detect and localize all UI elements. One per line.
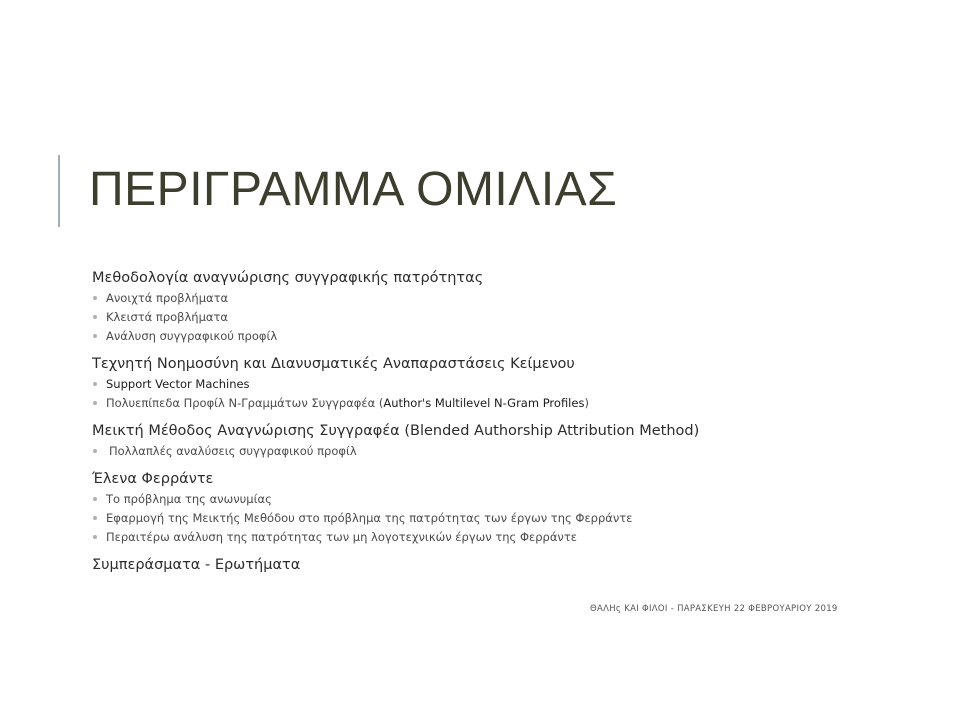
bullet-item: Ανοιχτά προβλήματα	[92, 289, 912, 308]
bullet-item: Ανάλυση συγγραφικού προφίλ	[92, 327, 912, 346]
outline-section	[92, 268, 912, 346]
bullet-item	[92, 394, 912, 413]
bullet-list	[92, 442, 912, 461]
outline-section	[92, 421, 912, 461]
slide-footer: ΘΑΛΗς ΚΑΙ ΦΙΛΟΙ - ΠΑΡΑΣΚΕΥΗ 22 ΦΕΒΡΟΥΑΡΙΟΥ 2019	[590, 604, 838, 614]
section-heading: Έλενα Φερράντε	[92, 471, 214, 487]
bullet-item: Εφαρμογή της Μεικτής Μεθόδου στο πρόβλημα της πατρότητας των έργων της Φερράντε	[92, 509, 912, 528]
bullet-item: Το πρόβλημα της ανωνυμίας	[92, 490, 912, 509]
bullet-text: )	[584, 396, 589, 410]
slide-title: ΠΕΡΙΓΡΑΜΜΑ ΟΜΙΛΙΑΣ	[89, 163, 618, 216]
bullet-list	[92, 375, 912, 413]
bullet-item	[92, 375, 912, 394]
bullet-emphasis: Support Vector Machines	[106, 377, 250, 391]
outline-section	[92, 555, 912, 576]
bullet-list	[92, 289, 912, 346]
section-heading: Τεχνητή Νοημοσύνη και Διανυσματικές Αναπαραστάσεις Κείμενου	[92, 356, 575, 372]
bullet-emphasis: Author's Multilevel N-Gram Profiles	[383, 396, 585, 410]
outline	[92, 268, 912, 584]
bullet-item: Πολλαπλές αναλύσεις συγγραφικού προφίλ	[92, 442, 912, 461]
section-heading: Συμπεράσματα - Ερωτήματα	[92, 557, 301, 573]
bullet-text: Πολυεπίπεδα Προφίλ Ν-Γραμμάτων Συγγραφέα (	[106, 396, 384, 410]
outline-section	[92, 469, 912, 547]
bullet-item: Περαιτέρω ανάλυση της πατρότητας των μη λογοτεχνικών έργων της Φερράντε	[92, 528, 912, 547]
bullet-item: Κλειστά προβλήματα	[92, 308, 912, 327]
outline-section	[92, 354, 912, 413]
title-accent-bar	[58, 155, 60, 227]
bullet-list	[92, 490, 912, 547]
section-heading: Μεικτή Μέθοδος Αναγνώρισης Συγγραφέα (Blended Authorship Attribution Method)	[92, 423, 700, 439]
section-heading: Μεθοδολογία αναγνώρισης συγγραφικής πατρότητας	[92, 270, 484, 286]
